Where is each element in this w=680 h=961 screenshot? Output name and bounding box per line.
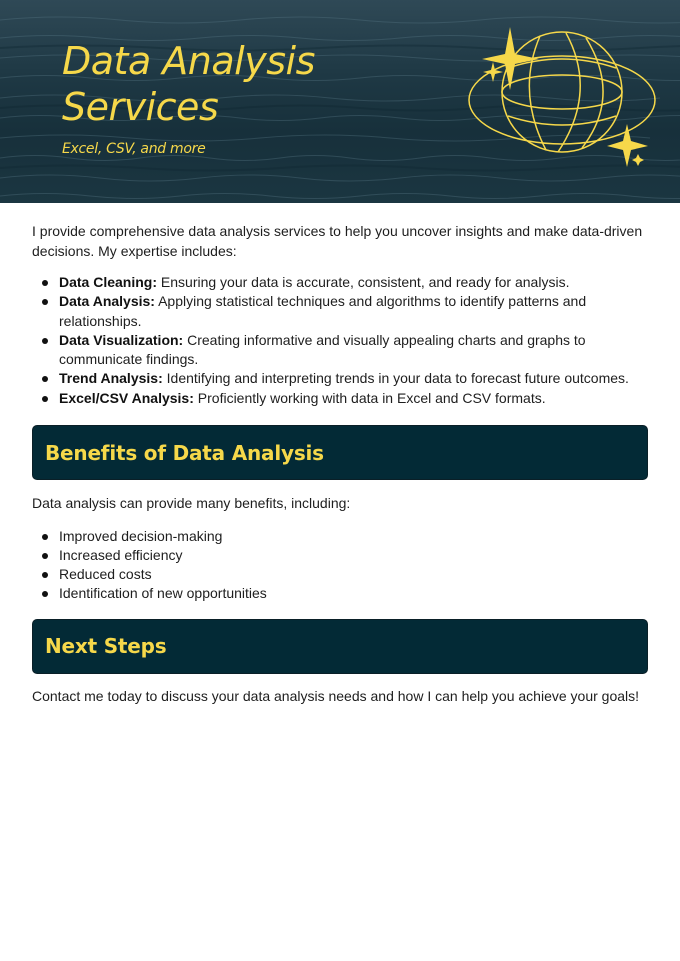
service-name: Data Visualization: (59, 331, 184, 348)
main-content (32, 222, 648, 706)
list-item: Reduced costs (32, 565, 648, 584)
list-item (32, 389, 648, 408)
list-item: Improved decision-making (32, 527, 648, 546)
sparkle-icon (482, 27, 539, 90)
list-item (32, 292, 648, 331)
sparkle-icon (632, 154, 644, 166)
service-name: Trend Analysis: (59, 370, 163, 387)
list-item (32, 273, 648, 292)
next-steps-text: Contact me today to discuss your data analysis needs and how I can help you achieve your goals! (32, 687, 640, 704)
hero-banner (0, 0, 680, 203)
page-subtitle: Excel, CSV, and more (62, 141, 206, 157)
list-item (32, 369, 648, 388)
benefits-list (32, 527, 648, 604)
service-description: Applying statistical techniques and algorithms to identify patterns and relationships. (59, 293, 587, 329)
benefits-section-header (32, 425, 648, 480)
list-item: Identification of new opportunities (32, 584, 648, 603)
globe-icon (462, 22, 662, 172)
service-description: Proficiently working with data in Excel and CSV formats. (193, 389, 546, 406)
list-item (32, 331, 648, 370)
service-name: Data Cleaning: (59, 274, 158, 290)
benefits-heading: Benefits of Data Analysis (45, 440, 324, 465)
sparkle-icon (483, 62, 503, 82)
service-name: Data Analysis: (59, 293, 155, 310)
services-list (32, 273, 648, 408)
service-description: Creating informative and visually appealing charts and graphs to communicate findings. (59, 331, 586, 368)
service-description: Ensuring your data is accurate, consistent, and ready for analysis. (157, 274, 570, 290)
page-title: Data Analysis Services (62, 39, 315, 129)
next-steps-heading: Next Steps (45, 634, 167, 659)
list-item: Increased efficiency (32, 546, 648, 565)
benefits-intro: Data analysis can provide many benefits, including: (32, 495, 351, 512)
next-steps-section-header (32, 619, 648, 674)
service-description: Identifying and interpreting trends in your data to forecast future outcomes. (162, 370, 629, 387)
service-name: Excel/CSV Analysis: (59, 389, 194, 406)
intro-paragraph: I provide comprehensive data analysis services to help you uncover insights and make data-driven decisions. My expertise includes: (32, 223, 643, 259)
